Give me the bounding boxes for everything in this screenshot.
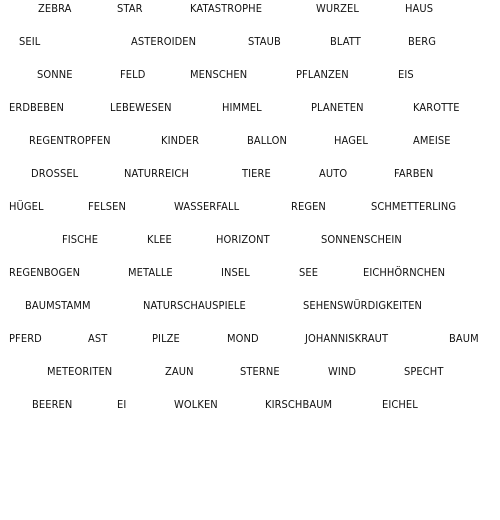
word: BEEREN xyxy=(32,398,73,411)
word-row xyxy=(0,100,500,116)
word: REGEN xyxy=(291,200,326,213)
word: STERNE xyxy=(240,365,280,378)
word: PFERD xyxy=(9,332,42,345)
word-row xyxy=(0,67,500,83)
word: DROSSEL xyxy=(31,167,79,180)
word: SONNENSCHEIN xyxy=(321,233,402,246)
word: REGENBOGEN xyxy=(9,266,81,279)
word: SEIL xyxy=(19,35,41,48)
word: MOND xyxy=(227,332,259,345)
word: METALLE xyxy=(128,266,173,279)
word: FISCHE xyxy=(62,233,99,246)
word: KATASTROPHE xyxy=(190,2,263,15)
word: WIND xyxy=(328,365,357,378)
word: KLEE xyxy=(147,233,172,246)
word: PILZE xyxy=(152,332,180,345)
word: AMEISE xyxy=(413,134,451,147)
word: EI xyxy=(117,398,127,411)
word: WOLKEN xyxy=(174,398,218,411)
word-row xyxy=(0,364,500,380)
word-row xyxy=(0,331,500,347)
word: STAUB xyxy=(248,35,281,48)
word-row xyxy=(0,265,500,281)
word: EIS xyxy=(398,68,414,81)
word: KINDER xyxy=(161,134,200,147)
word: ZEBRA xyxy=(38,2,72,15)
word: WURZEL xyxy=(316,2,360,15)
word: AUTO xyxy=(319,167,348,180)
word: LEBEWESEN xyxy=(110,101,172,114)
word: METEORITEN xyxy=(47,365,113,378)
word: SEE xyxy=(299,266,319,279)
word: BALLON xyxy=(247,134,287,147)
word: ERDBEBEN xyxy=(9,101,64,114)
word: SCHMETTERLING xyxy=(371,200,457,213)
word: BAUMSTAMM xyxy=(25,299,91,312)
word: HAUS xyxy=(405,2,434,15)
word: TIERE xyxy=(242,167,271,180)
word: HIMMEL xyxy=(222,101,262,114)
word-row xyxy=(0,199,500,215)
word: HORIZONT xyxy=(216,233,270,246)
word: SPECHT xyxy=(404,365,444,378)
word: HÜGEL xyxy=(9,200,44,213)
word: KIRSCHBAUM xyxy=(265,398,333,411)
word-row xyxy=(0,232,500,248)
word: JOHANNISKRAUT xyxy=(305,332,389,345)
word-row xyxy=(0,1,500,17)
word: REGENTROPFEN xyxy=(29,134,111,147)
word: AST xyxy=(88,332,108,345)
word: BLATT xyxy=(330,35,361,48)
word: FARBEN xyxy=(394,167,434,180)
word: WASSERFALL xyxy=(174,200,240,213)
word-row xyxy=(0,166,500,182)
word: HAGEL xyxy=(334,134,368,147)
word-row xyxy=(0,298,500,314)
word: FELD xyxy=(120,68,146,81)
word: SEHENSWÜRDIGKEITEN xyxy=(303,299,423,312)
word: INSEL xyxy=(221,266,250,279)
word: ASTEROIDEN xyxy=(131,35,197,48)
word: BERG xyxy=(408,35,436,48)
word: BAUM xyxy=(449,332,479,345)
word-row xyxy=(0,34,500,50)
word: KAROTTE xyxy=(413,101,460,114)
word: SONNE xyxy=(37,68,73,81)
word: PLANETEN xyxy=(311,101,364,114)
word: MENSCHEN xyxy=(190,68,248,81)
word-row xyxy=(0,397,500,413)
word: NATURSCHAUSPIELE xyxy=(143,299,246,312)
word: PFLANZEN xyxy=(296,68,349,81)
word: ZAUN xyxy=(165,365,194,378)
word-row xyxy=(0,133,500,149)
word: FELSEN xyxy=(88,200,126,213)
word: NATURREICH xyxy=(124,167,189,180)
word: EICHEL xyxy=(382,398,418,411)
word: STAR xyxy=(117,2,143,15)
word: EICHHÖRNCHEN xyxy=(363,266,446,279)
